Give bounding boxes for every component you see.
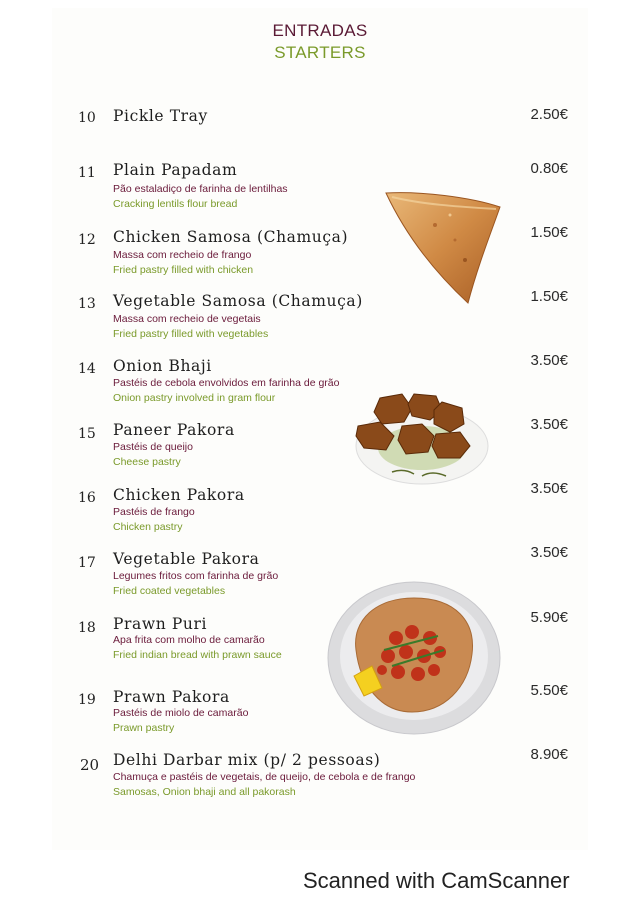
item-name: Vegetable Pakora xyxy=(113,550,260,568)
item-number: 14 xyxy=(78,361,96,377)
section-title-pt: ENTRADAS xyxy=(272,21,368,40)
item-desc-pt: Massa com recheio de frango xyxy=(113,249,252,261)
item-name: Pickle Tray xyxy=(113,107,208,125)
item-price: 2.50€ xyxy=(530,106,568,123)
item-name: Chicken Samosa (Chamuça) xyxy=(113,228,349,246)
item-desc-pt: Apa frita com molho de camarão xyxy=(113,634,265,646)
item-number: 10 xyxy=(78,110,96,126)
item-number: 20 xyxy=(80,756,100,774)
item-number: 11 xyxy=(78,165,96,181)
item-price: 8.90€ xyxy=(530,746,568,763)
item-number: 19 xyxy=(78,692,96,708)
samosa-image xyxy=(380,185,505,310)
prawn-puri-plate-image xyxy=(326,580,502,736)
item-price: 3.50€ xyxy=(530,352,568,369)
item-name: Plain Papadam xyxy=(113,161,238,179)
item-desc-pt: Massa com recheio de vegetais xyxy=(113,313,261,325)
item-desc-en: Cracking lentils flour bread xyxy=(113,198,238,210)
item-price: 3.50€ xyxy=(530,480,568,497)
item-number: 18 xyxy=(78,620,96,636)
item-number: 12 xyxy=(78,232,96,248)
item-name: Paneer Pakora xyxy=(113,421,235,439)
item-number: 13 xyxy=(78,296,96,312)
item-name: Prawn Pakora xyxy=(113,688,230,706)
item-desc-en: Fried coated vegetables xyxy=(113,585,226,597)
item-desc-en: Fried pastry filled with chicken xyxy=(113,264,254,276)
item-desc-en: Chicken pastry xyxy=(113,521,183,533)
scan-watermark: Scanned with CamScanner xyxy=(303,868,570,893)
item-number: 16 xyxy=(78,490,96,506)
item-desc-pt: Pastéis de miolo de camarão xyxy=(113,707,249,719)
item-desc-en: Prawn pastry xyxy=(113,722,175,734)
item-desc-en: Fried indian bread with prawn sauce xyxy=(113,649,282,661)
item-desc-en: Fried pastry filled with vegetables xyxy=(113,328,269,340)
item-number: 15 xyxy=(78,426,96,442)
item-price: 3.50€ xyxy=(530,416,568,433)
item-desc-pt: Pastéis de frango xyxy=(113,506,195,518)
item-name: Chicken Pakora xyxy=(113,486,245,504)
item-desc-pt: Pastéis de cebola envolvidos em farinha de grão xyxy=(113,377,340,389)
item-price: 1.50€ xyxy=(530,288,568,305)
item-price: 5.90€ xyxy=(530,609,568,626)
pakora-plate-image xyxy=(352,388,492,488)
item-desc-pt: Pastéis de queijo xyxy=(113,441,193,453)
item-desc-pt: Chamuça e pastéis de vegetais, de queijo, de cebola e de frango xyxy=(113,771,416,783)
item-name: Prawn Puri xyxy=(113,615,208,633)
item-number: 17 xyxy=(78,555,96,571)
item-desc-en: Samosas, Onion bhaji and all pakorash xyxy=(113,786,296,798)
section-title-en: STARTERS xyxy=(274,43,366,62)
item-desc-en: Onion pastry involved in gram flour xyxy=(113,392,276,404)
item-desc-pt: Legumes fritos com farinha de grão xyxy=(113,570,279,582)
item-desc-en: Cheese pastry xyxy=(113,456,181,468)
item-name: Vegetable Samosa (Chamuça) xyxy=(113,292,363,310)
item-desc-pt: Pão estaladiço de farinha de lentilhas xyxy=(113,183,288,195)
item-price: 5.50€ xyxy=(530,682,568,699)
item-name: Delhi Darbar mix (p/ 2 pessoas) xyxy=(113,751,381,769)
item-price: 1.50€ xyxy=(530,224,568,241)
item-price: 3.50€ xyxy=(530,544,568,561)
item-name: Onion Bhaji xyxy=(113,357,212,375)
item-price: 0.80€ xyxy=(530,160,568,177)
